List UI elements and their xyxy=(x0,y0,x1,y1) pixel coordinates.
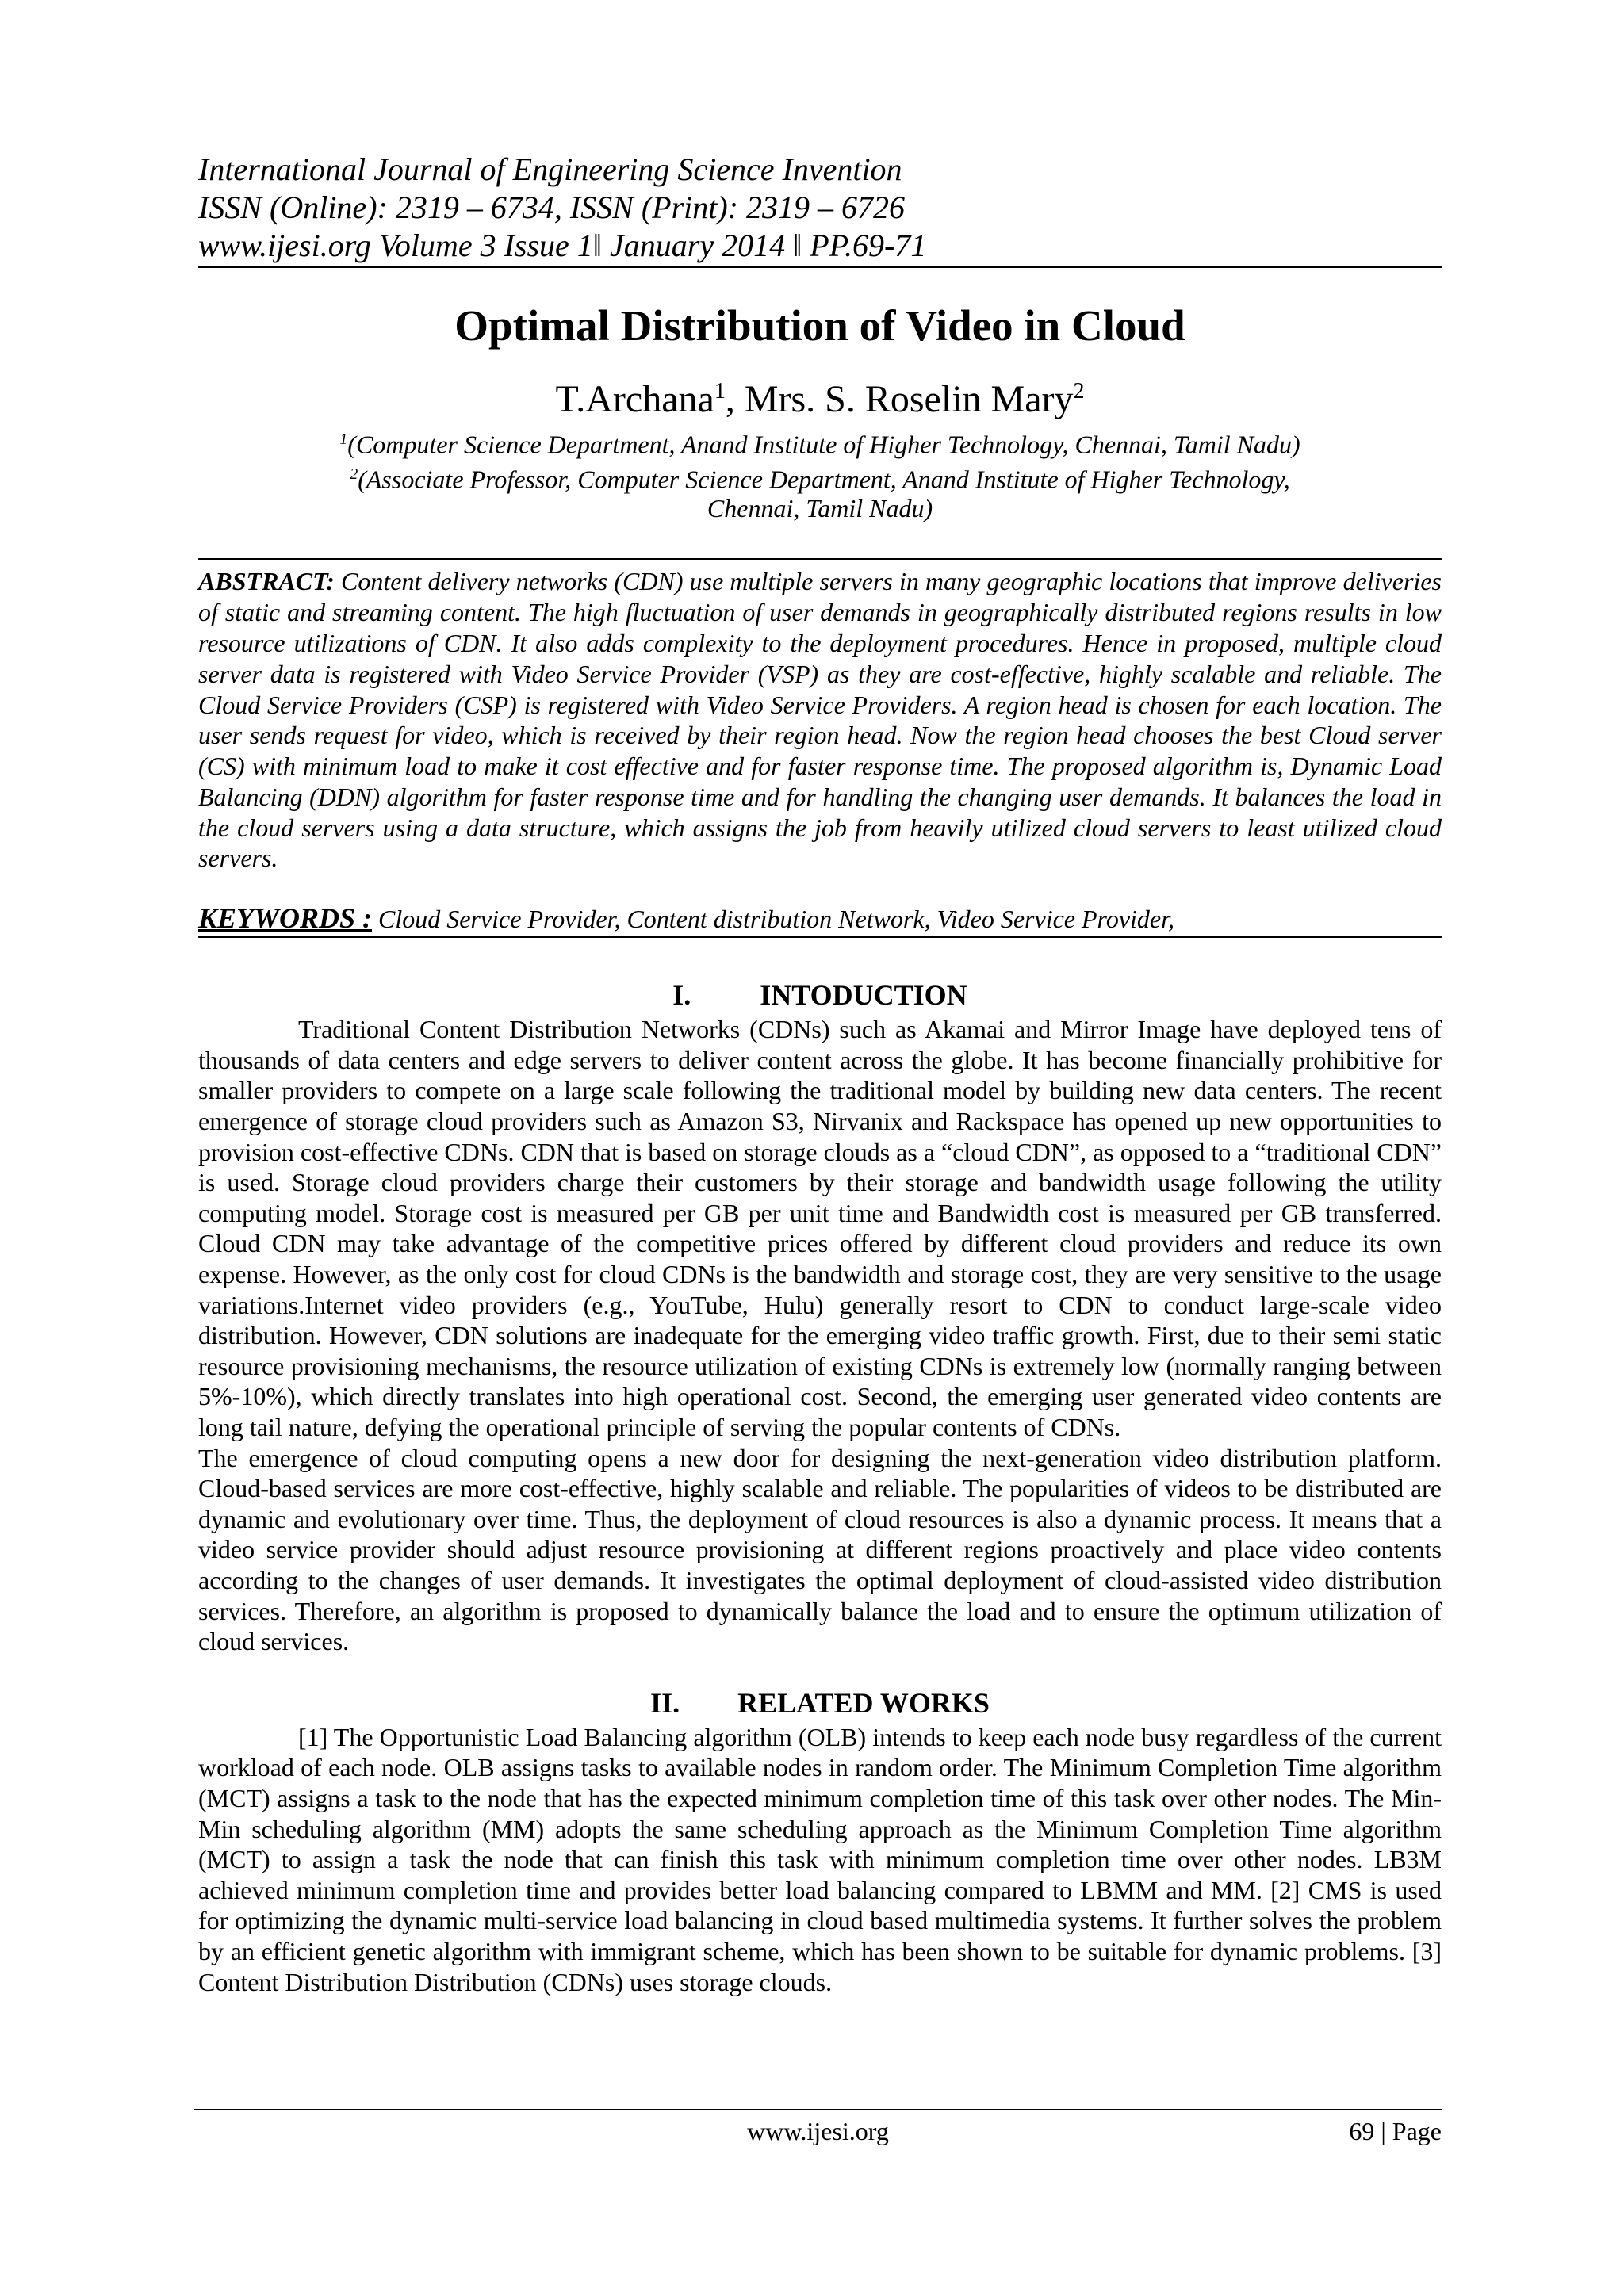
affiliation-1-text: (Computer Science Department, Anand Institute of Higher Technology, Chennai, Tamil Nadu) xyxy=(347,430,1300,459)
author-second: , Mrs. S. Roselin Mary xyxy=(725,378,1074,420)
section-number: II. xyxy=(650,1686,680,1719)
paper-page xyxy=(198,151,1442,1997)
section-heading-introduction xyxy=(198,979,1442,1011)
affiliation-1-sup: 1 xyxy=(339,430,348,448)
keywords-label: KEYWORDS : xyxy=(198,902,373,935)
journal-issue: www.ijesi.org Volume 3 Issue 1ǁ January 2014 ǁ PP.69-71 xyxy=(198,228,927,263)
affiliation-1 xyxy=(198,425,1442,460)
affiliation-2-text: (Associate Professor, Computer Science Department, Anand Institute of Higher Technology, xyxy=(358,465,1290,494)
author-second-sup: 2 xyxy=(1073,379,1085,404)
keywords xyxy=(198,902,1442,935)
introduction-paragraph-1: Traditional Content Distribution Networks (CDNs) such as Akamai and Mirror Image have deployed tens of thousands of data centers and edge servers to deliver content across the globe. It has become financially prohibitive for smaller providers to compete on a large scale following the traditional model by building new data centers. The recent emergence of storage cloud providers such as Amazon S3, Nirvanix and Rackspace has opened up new opportunities to provision cost-effective CDNs. CDN that is based on storage clouds as a “cloud CDN”, as opposed to a “traditional CDN” is used. Storage cloud providers charge their customers by their storage and bandwidth usage following the utility computing model. Storage cost is measured per GB per unit time and Bandwidth cost is measured per GB transferred. Cloud CDN may take advantage of the competitive prices offered by different cloud providers and reduce its own expense. However, as the only cost for cloud CDNs is the bandwidth and storage cost, they are very sensitive to the usage variations.Internet video providers (e.g., YouTube, Hulu) generally resort to CDN to conduct large-scale video distribution. However, CDN solutions are inadequate for the emerging video traffic growth. First, due to their semi static resource provisioning mechanisms, the resource utilization of existing CDNs is extremely low (normally ranging between 5%-10%), which directly translates into high operational cost. Second, the emerging user generated video contents are long tail nature, defying the operational principle of serving the popular contents of CDNs. xyxy=(198,1015,1442,1441)
page-footer xyxy=(194,2109,1442,2145)
section-title: RELATED WORKS xyxy=(737,1686,990,1719)
abstract xyxy=(198,566,1442,874)
affiliation-2-cont: Chennai, Tamil Nadu) xyxy=(707,494,933,523)
abstract-section xyxy=(198,558,1442,874)
introduction-paragraph-2: The emergence of cloud computing opens a new door for designing the next-generation video distribution platform. Cloud-based services are more cost-effective, highly scalable and reliable. The popularities of videos to be distributed are dynamic and evolutionary over time. Thus, the deployment of cloud resources is also a dynamic process. It means that a video service provider should adjust resource provisioning at different regions proactively and place video contents according to the changes of user demands. It investigates the optimal deployment of cloud-assisted video distribution services. Therefore, an algorithm is proposed to dynamically balance the load and to ensure the optimum utilization of cloud services. xyxy=(198,1443,1442,1656)
abstract-label: ABSTRACT: xyxy=(198,567,335,596)
author-first-sup: 1 xyxy=(714,379,726,404)
paper-title: Optimal Distribution of Video in Cloud xyxy=(454,301,1185,350)
related-works-paragraph: [1] The Opportunistic Load Balancing algorithm (OLB) intends to keep each node busy regardless of the current workload of each node. OLB assigns tasks to available nodes in random order. The Minimum Completion Time algorithm (MCT) assigns a task to the node that has the expected minimum completion time of this task over other nodes. The Min-Min scheduling algorithm (MM) adopts the same scheduling approach as the Minimum Completion Time algorithm (MCT) to assign a task the node that can finish this task with minimum completion time over other nodes. LB3M achieved minimum completion time and provides better load balancing compared to LBMM and MM. [2] CMS is used for optimizing the dynamic multi-service load balancing in cloud based multimedia systems. It further solves the problem by an efficient genetic algorithm with immigrant scheme, which has been shown to be suitable for dynamic problems. [3] Content Distribution Distribution (CDNs) uses storage clouds. xyxy=(198,1722,1442,1996)
footer-page-number: 69 | Page xyxy=(1349,2117,1442,2145)
footer-url: www.ijesi.org xyxy=(747,2117,889,2145)
section-heading-related-works xyxy=(198,1687,1442,1719)
abstract-text: Content delivery networks (CDN) use multiple servers in many geographic locations that improve deliveries of static and streaming content. The high fluctuation of user demands in geographically distributed regions results in low resource utilizations of CDN. It also adds complexity to the deployment procedures. Hence in proposed, multiple cloud server data is registered with Video Service Provider (VSP) as they are cost-effective, highly scalable and reliable. The Cloud Service Providers (CSP) is registered with Video Service Providers. A region head is chosen for each location. The user sends request for video, which is received by their region head. Now the region head chooses the best Cloud server (CS) with minimum load to make it cost effective and for faster response time. The proposed algorithm is, Dynamic Load Balancing (DDN) algorithm for faster response time and for handling the changing user demands. It balances the load in the cloud servers using a data structure, which assigns the job from heavily utilized cloud servers to least utilized cloud servers. xyxy=(198,567,1442,873)
keywords-section xyxy=(198,902,1442,938)
section-number: I. xyxy=(672,979,691,1012)
keywords-text: Cloud Service Provider, Content distribution Network, Video Service Provider, xyxy=(372,905,1175,934)
journal-name: International Journal of Engineering Science Invention xyxy=(198,151,902,187)
affiliation-2 xyxy=(198,460,1442,495)
header-divider xyxy=(198,266,1442,268)
affiliation-2-sup: 2 xyxy=(350,465,358,483)
journal-header xyxy=(198,151,1442,265)
journal-issn: ISSN (Online): 2319 – 6734, ISSN (Print): 2319 – 6726 xyxy=(198,189,906,225)
author-first: T.Archana xyxy=(555,378,714,420)
section-title: INTODUCTION xyxy=(760,979,967,1012)
affiliations xyxy=(198,425,1442,523)
paper-authors xyxy=(198,369,1442,422)
